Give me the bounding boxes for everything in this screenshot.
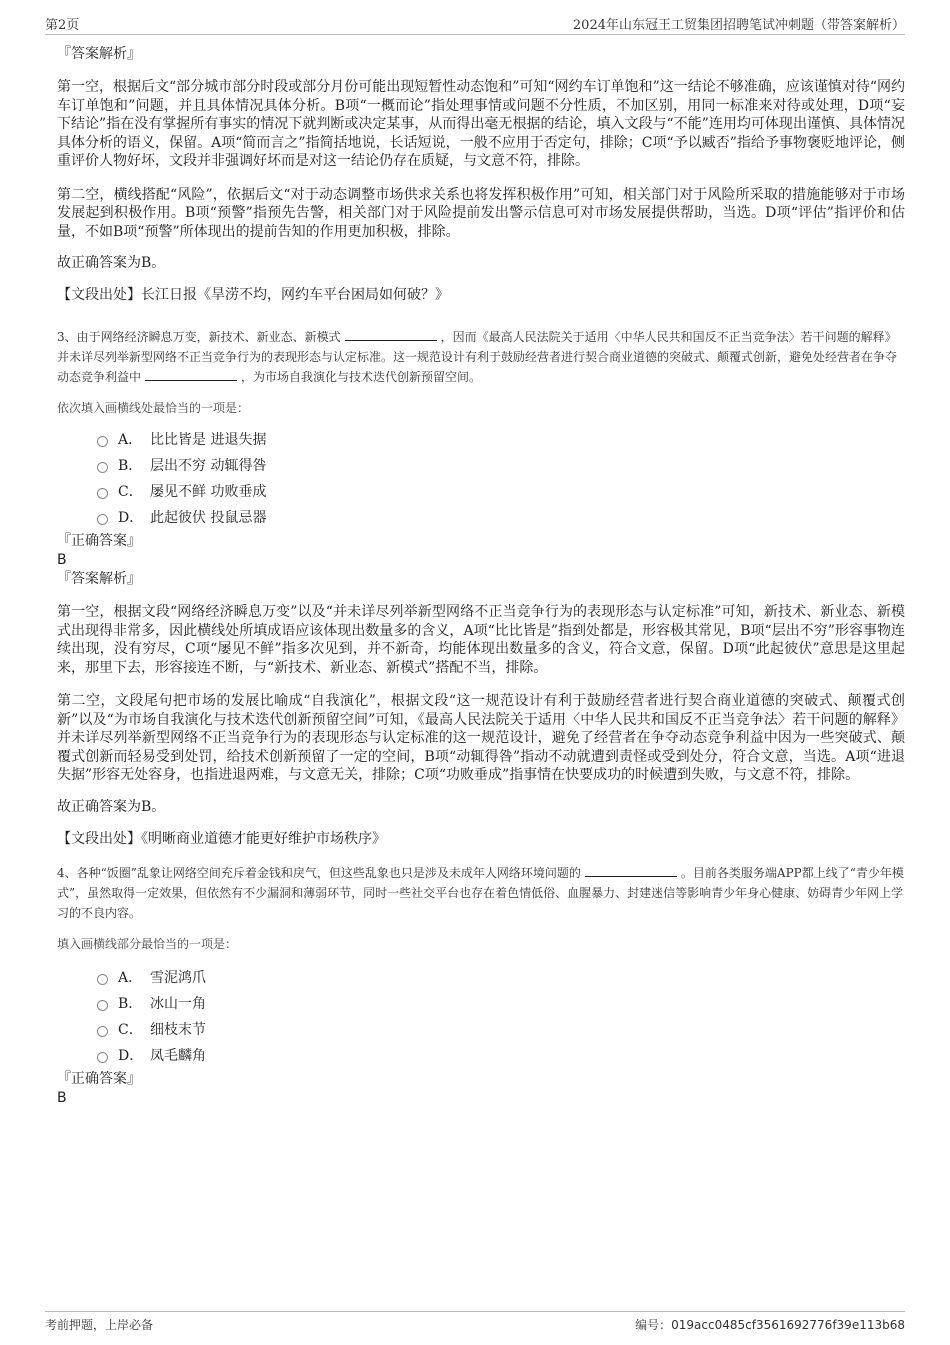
source-citation: 【文段出处】长江日报《旱涝不均，网约车平台困局如何破？》 bbox=[57, 287, 449, 303]
radio-icon[interactable] bbox=[97, 514, 108, 525]
analysis-label: 『答案解析』 bbox=[57, 571, 141, 587]
option-a[interactable]: A． 雪泥鸿爪 bbox=[97, 965, 905, 991]
correct-answer: B bbox=[57, 1089, 67, 1106]
source-citation: 【文段出处】《明晰商业道德才能更好维护市场秩序》 bbox=[57, 830, 386, 847]
question-3-instruction: 依次填入画横线处最恰当的一项是： bbox=[57, 401, 250, 415]
document-code: 编号：019acc0485cf3561692776f39e113b68 bbox=[635, 1318, 905, 1332]
radio-icon[interactable] bbox=[97, 974, 108, 985]
page-header bbox=[45, 12, 905, 35]
page-number: 第2页 bbox=[45, 18, 80, 33]
option-d[interactable]: D． 凤毛麟角 bbox=[97, 1043, 905, 1069]
footer-slogan: 考前押题，上岸必备 bbox=[45, 1318, 154, 1332]
question-4-instruction: 填入画横线部分最恰当的一项是： bbox=[57, 936, 238, 951]
conclusion: 故正确答案为B。 bbox=[57, 255, 166, 271]
conclusion: 故正确答案为B。 bbox=[57, 798, 166, 815]
correct-answer: B bbox=[57, 552, 67, 568]
option-d[interactable]: D． 此起彼伏 投鼠忌器 bbox=[97, 505, 905, 531]
fill-blank bbox=[145, 368, 237, 381]
option-b[interactable]: B． 冰山一角 bbox=[97, 991, 905, 1017]
option-b[interactable]: B． 层出不穷 动辄得咎 bbox=[97, 453, 905, 479]
analysis-paragraph: 第二空，横线搭配“风险”，依据后文“对于动态调整市场供求关系也将发挥积极作用”可知，相关部门对于风险所采取的措施能够对于市场发展起到积极作用。B项“预警”指预先告警，相关部门对于风险提前发出警示信息可对市场发展提供帮助，当选。D项“评估”指评价和估量，不如B项“预警”所体现出的提前告知的作用更加积极，排除。 bbox=[57, 186, 905, 240]
analysis-label: 『答案解析』 bbox=[57, 46, 141, 62]
option-a[interactable]: A． 比比皆是 进退失据 bbox=[97, 427, 905, 453]
option-c[interactable]: C． 屡见不鲜 功败垂成 bbox=[97, 479, 905, 505]
page-content bbox=[57, 44, 905, 1107]
analysis-paragraph: 第一空，根据文段“网络经济瞬息万变”以及“并未详尽列举新型网络不正当竞争行为的表现形态与认定标准”可知，新技术、新业态、新模式出现得非常多，因此横线处所填成语应该体现出数量多的含义，A项“比比皆是”指到处都是，形容极其常见，B项“层出不穷”形容事物连续出现，没有穷尽，C项“屡见不鲜”指多次见到，并不新奇，均能体现出数量多的含义，符合文意，保留。D项“此起彼伏”意思是这里起来，那里下去，形容接连不断，与“新技术、新业态、新模式”搭配不当，排除。 bbox=[57, 604, 905, 676]
fill-blank bbox=[585, 864, 677, 877]
question-3-text: 3、由于网络经济瞬息万变，新技术、新业态、新模式 ，因而《最高人民法院关于适用〈中华人民共和国反不正当竞争法〉若干问题的解释》并未详尽列举新型网络不正当竞争行为的表现形态与认定标准。这一规范设计有利于鼓励经营者进行契合商业道德的突破式、颠覆式创新，避免处经营者在争夺动态竞争利益中 ，为市场自我演化与技术迭代创新预留空间。 bbox=[57, 330, 898, 384]
question-3-options bbox=[97, 427, 905, 531]
radio-icon[interactable] bbox=[97, 462, 108, 473]
page-footer bbox=[45, 1311, 905, 1334]
analysis-paragraph: 第一空，根据后文“部分城市部分时段或部分月份可能出现短暂性动态饱和”可知“网约车订单饱和”这一结论不够准确，应该谨慎对待“网约车订单饱和”问题，并且具体情况具体分析。B项“一概而论”指处理事情或问题不分性质，不加区别，用同一标准来对待或处理，D项“妄下结论”指在没有掌握所有事实的情况下就判断或决定某事，从而得出毫无根据的结论，填入文段与“不能”连用均可体现出谨慎、具体情况具体分析的语义，保留。A项“简而言之”指简括地说，长话短说，一般不应用于否定句，排除；C项“予以臧否”指给予事物褒贬地评论，侧重评价人物好坏，文段并非强调好坏而是对这一结论仍存在质疑，与文意不符，排除。 bbox=[57, 79, 905, 169]
radio-icon[interactable] bbox=[97, 436, 108, 447]
question-4-text: 4、各种“饭圈”乱象让网络空间充斥着金钱和戾气，但这些乱象也只是涉及未成年人网络环境问题的 。目前各类服务端APP都上线了“青少年模式”，虽然取得一定效果，但依然有不少漏洞和薄弱环节，同时一些社交平台也存在着色情低俗、血腥暴力、封建迷信等影响青少年身心健康、妨碍青少年网上学习的不良内容。 bbox=[57, 865, 904, 920]
document-title: 2024年山东冠王工贸集团招聘笔试冲刺题（带答案解析） bbox=[572, 18, 905, 33]
radio-icon[interactable] bbox=[97, 1052, 108, 1063]
analysis-paragraph: 第二空，文段尾句把市场的发展比喻成“自我演化”，根据文段“这一规范设计有利于鼓励经营者进行契合商业道德的突破式、颠覆式创新”以及“为市场自我演化与技术迭代创新预留空间”可知，《最高人民法院关于适用〈中华人民共和国反不正当竞争法〉若干问题的解释》并未详尽列举新型网络不正当竞争行为的表现形态与认定标准的这一规范设计，避免了经营者在争夺动态竞争利益中因为一些突破式、颠覆式创新而轻易受到处罚，给技术创新预留了一定的空间，B项“动辄得咎”指动不动就遭到责怪或受到处分，符合文意，当选。A项“进退失据”形容无处容身，也指进退两难，与文意无关，排除；C项“功败垂成”指事情在快要成功的时候遭到失败，与文意不符，排除。 bbox=[57, 693, 905, 783]
radio-icon[interactable] bbox=[97, 488, 108, 499]
fill-blank bbox=[345, 328, 437, 341]
radio-icon[interactable] bbox=[97, 1026, 108, 1037]
option-c[interactable]: C． 细枝末节 bbox=[97, 1017, 905, 1043]
correct-answer-label: 『正确答案』 bbox=[57, 533, 141, 549]
question-4-options bbox=[97, 965, 905, 1069]
radio-icon[interactable] bbox=[97, 1000, 108, 1011]
correct-answer-label: 『正确答案』 bbox=[57, 1070, 141, 1087]
